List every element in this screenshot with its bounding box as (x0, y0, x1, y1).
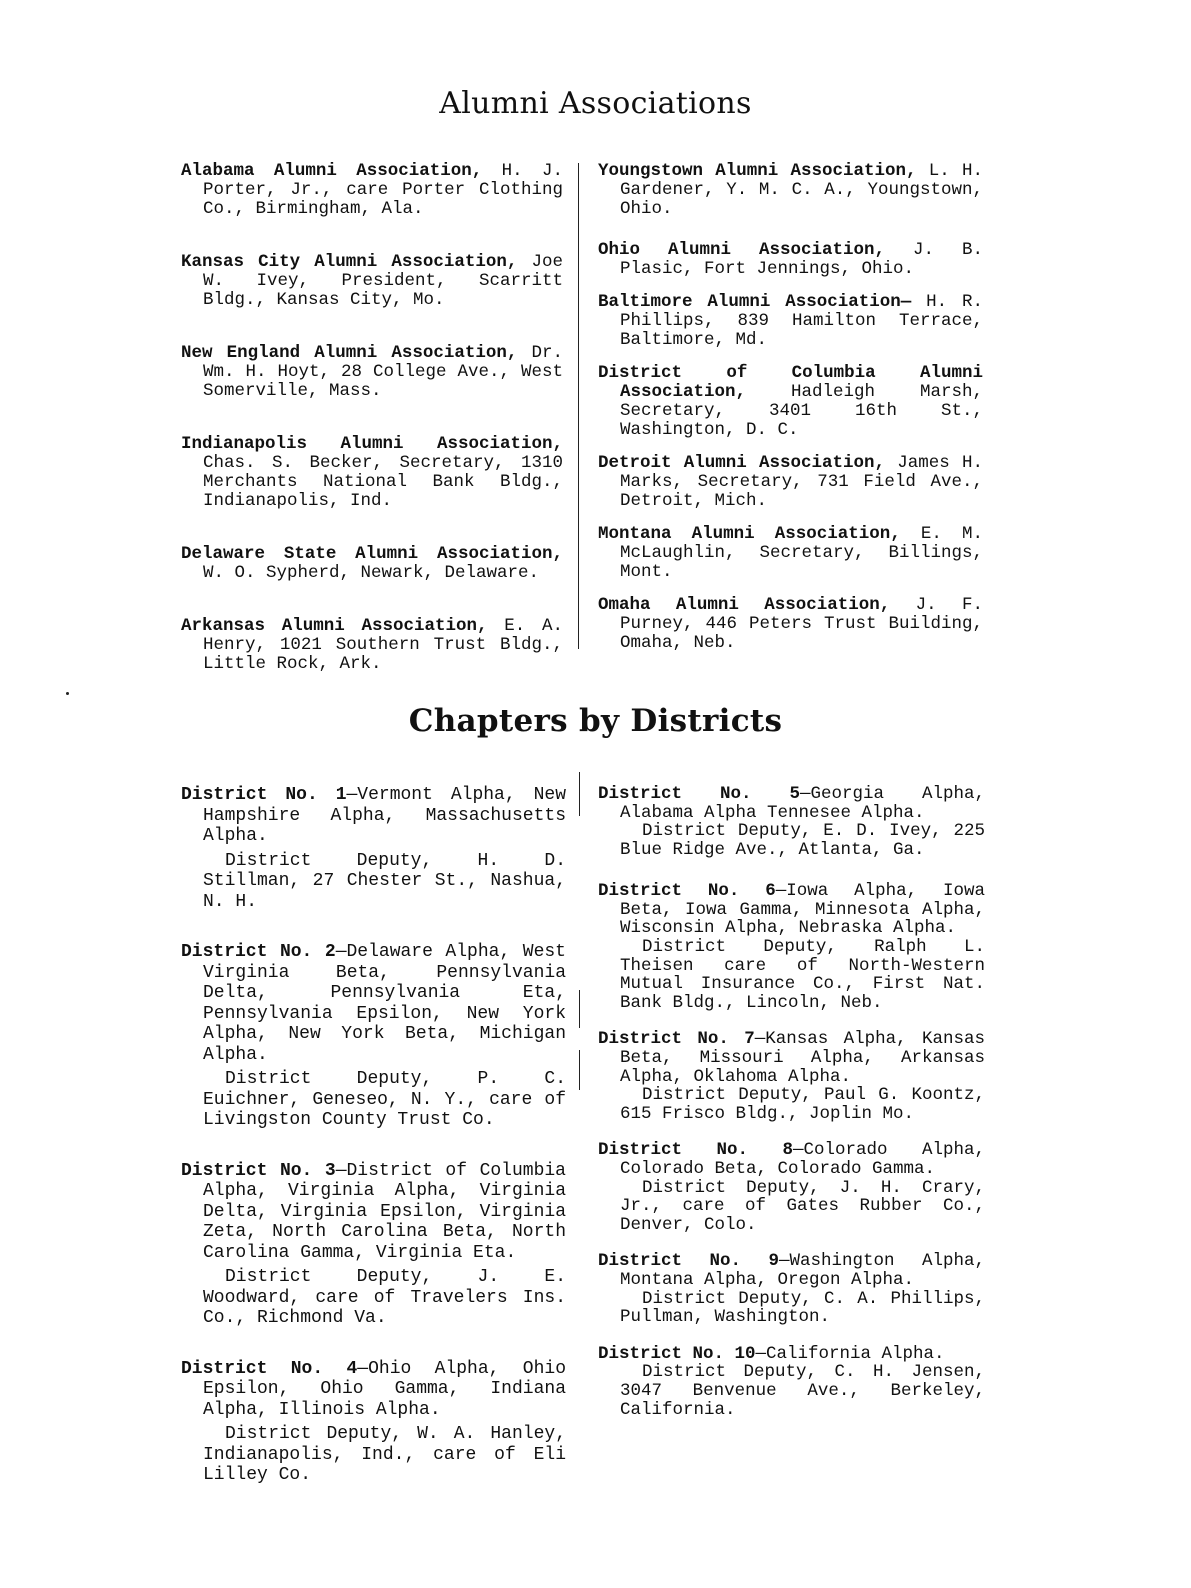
district-block (181, 785, 566, 912)
association-name: Montana Alumni Association, (598, 524, 901, 544)
district-block (598, 882, 985, 1013)
district-name: District No. 3 (181, 1160, 336, 1181)
district-chapters (181, 785, 566, 847)
districts-column-divider (579, 1050, 580, 1090)
district-deputy: District Deputy, C. H. Jensen, 3047 Benvenue Ave., Berkeley, California. (620, 1362, 985, 1420)
association-details: Joe W. Ivey, President, Scarritt Bldg., Kansas City, Mo. (203, 252, 563, 310)
district-block (598, 1252, 985, 1327)
district-chapter-list: —Washington Alpha, Montana Alpha, Oregon Alpha. (620, 1251, 985, 1290)
district-chapters (598, 1030, 985, 1086)
district-name: District No. 5 (598, 784, 800, 804)
print-speck (66, 692, 69, 695)
district-chapters (598, 1141, 985, 1178)
district-chapters (181, 1161, 566, 1264)
association-name: Youngstown Alumni Association, (598, 161, 917, 181)
alumni-entry (598, 525, 983, 582)
district-deputy: District Deputy, E. D. Ivey, 225 Blue Ridge Ave., Atlanta, Ga. (620, 821, 985, 861)
alumni-right-column (598, 162, 983, 653)
alumni-entry (181, 435, 563, 511)
district-chapter-list: —California Alpha. (755, 1343, 945, 1364)
districts-right-column (598, 785, 985, 1437)
district-name: District No. 1 (181, 785, 347, 805)
association-name: Indianapolis Alumni Association, (181, 434, 563, 454)
district-chapter-list: —Ohio Alpha, Ohio Epsilon, Ohio Gamma, Indiana Alpha, Illinois Alpha. (203, 1358, 566, 1420)
alumni-left-column (181, 162, 563, 674)
association-name: Baltimore Alumni Association— (598, 292, 912, 312)
district-chapter-list: —Vermont Alpha, New Hampshire Alpha, Massachusetts Alpha. (203, 785, 566, 846)
alumni-entry (181, 617, 563, 674)
alumni-entry (181, 344, 563, 401)
association-name: District of Columbia Alumni Association, (598, 363, 983, 402)
districts-left-column (181, 785, 566, 1504)
alumni-entry (598, 454, 983, 511)
district-deputy: District Deputy, J. E. Woodward, care of Travelers Ins. Co., Richmond Va. (203, 1267, 566, 1328)
district-chapter-list: —Delaware Alpha, West Virginia Beta, Pennsylvania Delta, Pennsylvania Eta, Pennsylvania Epsilon, New York Alpha, New York Beta, Michigan Alpha. (203, 942, 566, 1065)
association-details: H. J. Porter, Jr., care Porter Clothing Co., Birmingham, Ala. (203, 161, 563, 219)
association-name: Arkansas Alumni Association, (181, 616, 488, 636)
district-name: District No. 7 (598, 1029, 755, 1050)
district-block (598, 1141, 985, 1235)
district-chapter-list: —Kansas Alpha, Kansas Beta, Missouri Alpha, Arkansas Alpha, Oklahoma Alpha. (620, 1029, 985, 1087)
association-details: W. O. Sypherd, Newark, Delaware. (203, 563, 540, 583)
district-block (598, 1345, 985, 1420)
association-name: Delaware State Alumni Association, (181, 544, 563, 564)
association-name: Ohio Alumni Association, (598, 240, 886, 260)
district-name: District No. 9 (598, 1251, 779, 1272)
district-chapter-list: —Colorado Alpha, Colorado Beta, Colorado Gamma. (620, 1140, 985, 1179)
district-block (181, 1161, 566, 1329)
district-deputy: District Deputy, P. C. Euichner, Geneseo, N. Y., care of Livingston County Trust Co. (203, 1069, 566, 1130)
district-deputy: District Deputy, Paul G. Koontz, 615 Frisco Bldg., Joplin Mo. (620, 1085, 985, 1125)
district-name: District No. 2 (181, 942, 336, 962)
association-name: Kansas City Alumni Association, (181, 252, 518, 272)
district-name: District No. 8 (598, 1140, 793, 1161)
district-chapters (181, 942, 566, 1065)
association-details: L. H. Gardener, Y. M. C. A., Youngstown, Ohio. (620, 161, 983, 219)
alumni-entry (181, 545, 563, 583)
alumni-entry (598, 241, 983, 279)
district-block (181, 1359, 566, 1486)
district-deputy: District Deputy, H. D. Stillman, 27 Chester St., Nashua, N. H. (203, 850, 566, 912)
association-details: Dr. Wm. H. Hoyt, 28 College Ave., West Somerville, Mass. (203, 343, 563, 401)
alumni-entry (598, 293, 983, 350)
districts-column-divider (579, 990, 580, 1028)
alumni-column-divider (578, 163, 579, 649)
district-deputy: District Deputy, J. H. Crary, Jr., care of Gates Rubber Co., Denver, Colo. (620, 1177, 985, 1236)
district-block (598, 1030, 985, 1124)
districts-title: Chapters by Districts (408, 703, 783, 739)
district-name: District No. 6 (598, 880, 776, 901)
district-chapters (598, 882, 985, 938)
association-name: New England Alumni Association, (181, 343, 518, 363)
association-name: Alabama Alumni Association, (181, 161, 483, 181)
association-details: Hadleigh Marsh, Secretary, 3401 16th St., Washington, D. C. (620, 382, 983, 440)
district-chapter-list: —District of Columbia Alpha, Virginia Alpha, Virginia Delta, Virginia Epsilon, Virginia Zeta, North Carolina Beta, North Carolina Gamma, Virginia Eta. (203, 1160, 566, 1263)
district-deputy: District Deputy, C. A. Phillips, Pullman, Washington. (620, 1288, 985, 1328)
alumni-entry (598, 162, 983, 219)
alumni-entry (181, 253, 563, 310)
district-name: District No. 10 (598, 1343, 756, 1364)
district-chapters (598, 1345, 985, 1364)
district-block (598, 785, 985, 860)
association-details: H. R. Phillips, 839 Hamilton Terrace, Baltimore, Md. (620, 292, 983, 350)
association-name: Omaha Alumni Association, (598, 595, 891, 615)
alumni-entry (181, 162, 563, 219)
association-details: J. F. Purney, 446 Peters Trust Building, Omaha, Neb. (620, 595, 983, 653)
alumni-title: Alumni Associations (439, 86, 752, 121)
alumni-entry (598, 364, 983, 440)
district-deputy: District Deputy, Ralph L. Theisen care of North-Western Mutual Insurance Co., First Nat. Bank Bldg., Lincoln, Neb. (620, 936, 985, 1014)
district-chapter-list: —Iowa Alpha, Iowa Beta, Iowa Gamma, Minnesota Alpha, Wisconsin Alpha, Nebraska Alpha. (620, 880, 985, 939)
association-details: E. A. Henry, 1021 Southern Trust Bldg., Little Rock, Ark. (203, 616, 563, 674)
district-chapters (598, 1252, 985, 1289)
association-details: J. B. Plasic, Fort Jennings, Ohio. (620, 240, 983, 279)
association-details: James H. Marks, Secretary, 731 Field Ave., Detroit, Mich. (620, 453, 983, 511)
district-deputy: District Deputy, W. A. Hanley, Indianapolis, Ind., care of Eli Lilley Co. (203, 1424, 566, 1485)
district-chapters (598, 785, 985, 822)
association-name: Detroit Alumni Association, (598, 453, 886, 473)
district-chapters (181, 1359, 566, 1421)
district-name: District No. 4 (181, 1358, 358, 1379)
association-details: E. M. McLaughlin, Secretary, Billings, Mont. (620, 524, 983, 582)
alumni-entry (598, 596, 983, 653)
district-block (181, 942, 566, 1131)
districts-column-divider (579, 772, 580, 816)
district-chapter-list: —Georgia Alpha, Alabama Alpha Tennesee Alpha. (620, 784, 985, 823)
association-details: Chas. S. Becker, Secretary, 1310 Merchants National Bank Bldg., Indianapolis, Ind. (203, 453, 563, 511)
